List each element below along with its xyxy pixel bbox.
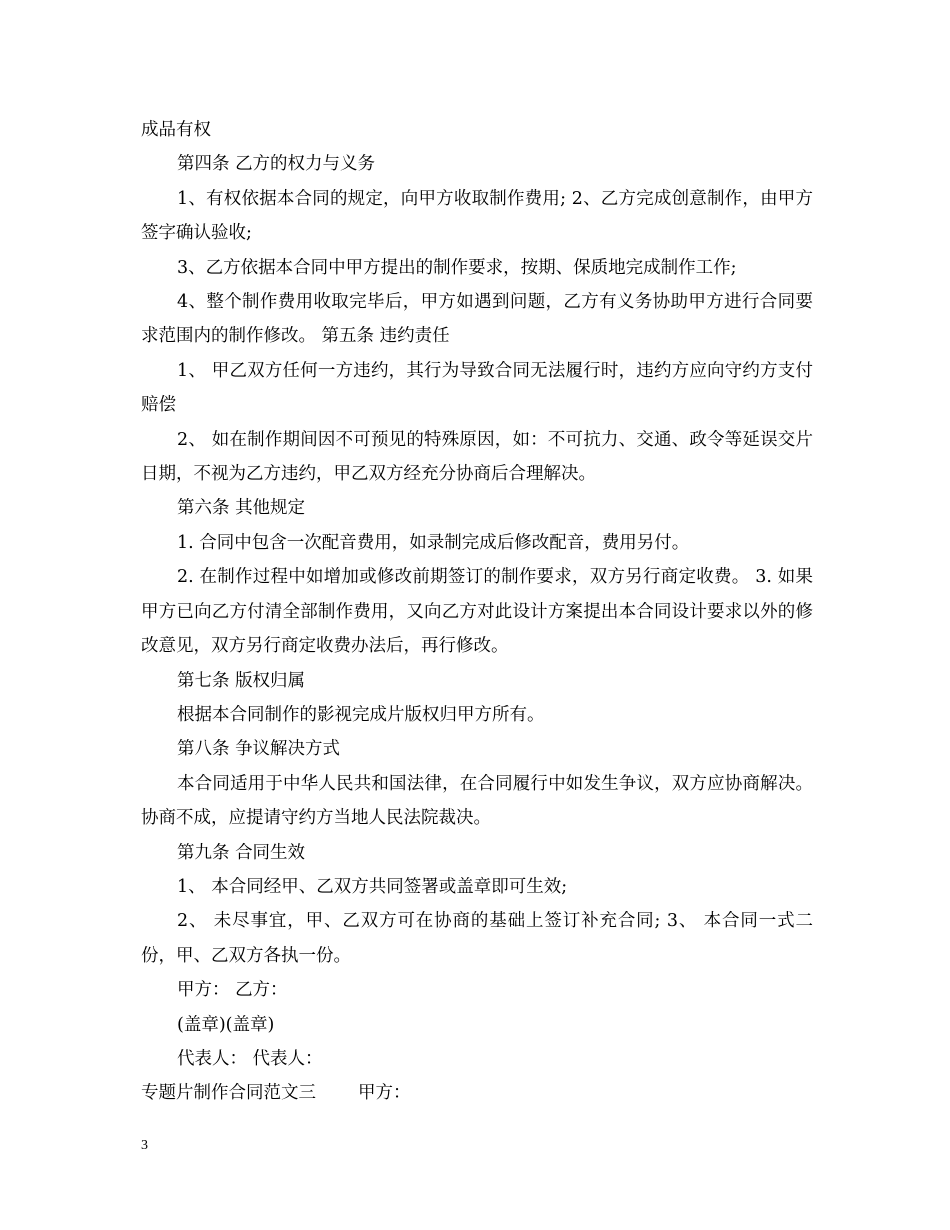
paragraph-11: 根据本合同制作的影视完成片版权归甲方所有。 [177, 704, 545, 725]
paragraph-17: 甲方： 乙方： [177, 980, 288, 1001]
paragraph-19: 代表人： 代表人： [177, 1048, 323, 1069]
paragraph-5: 1、 甲乙双方任何一方违约，其行为导致合同无法履行时，违约方应向守约方支付赔偿 [141, 360, 813, 416]
paragraph-16: 2、 未尽事宜，甲、乙双方可在协商的基础上签订补充合同; 3、 本合同一式二份，甲、乙双方各执一份。 [141, 911, 813, 966]
final-line [141, 1076, 813, 1110]
paragraph-15: 1、 本合同经甲、乙双方共同签署或盖章即可生效; [177, 876, 568, 897]
paragraph-13: 本合同适用于中华人民共和国法律，在合同履行中如发生争议，双方应协商解决。协商不成，应提请守约方当地人民法院裁决。 [141, 773, 813, 829]
party-a-label: 甲方： [358, 1083, 411, 1104]
paragraph-10: 第七条 版权归属 [177, 670, 306, 691]
next-document-title: 专题片制作合同范文三 [141, 1083, 316, 1104]
paragraph-12: 第八条 争议解决方式 [177, 739, 341, 760]
paragraph-18: (盖章)(盖章) [177, 1014, 275, 1035]
paragraph-1: 第四条 乙方的权力与义务 [177, 154, 376, 175]
paragraph-8: 1. 合同中包含一次配音费用，如录制完成后修改配音，费用另付。 [177, 532, 690, 553]
paragraph-7: 第六条 其他规定 [177, 498, 306, 519]
page-number: 3 [141, 1138, 148, 1153]
paragraph-9: 2. 在制作过程中如增加或修改前期签订的制作要求，双方另行商定收费。 3. 如果甲方已向乙方付清全部制作费用，又向乙方对此设计方案提出本合同设计要求以外的修改意见，双方另行商定收费办法后，再行修改。 [141, 567, 813, 657]
paragraph-2: 1、有权依据本合同的规定，向甲方收取制作费用; 2、乙方完成创意制作，由甲方签字确认验收; [141, 188, 813, 244]
paragraph-0: 成品有权 [141, 120, 211, 140]
paragraph-6: 2、 如在制作期间因不可预见的特殊原因，如：不可抗力、交通、政令等延误交片日期，不视为乙方违约，甲乙双方经充分协商后合理解决。 [141, 429, 813, 485]
paragraph-4: 4、整个制作费用收取完毕后，甲方如遇到问题，乙方有义务协助甲方进行合同要求范围内的制作修改。 第五条 违约责任 [141, 292, 813, 347]
document-body [141, 113, 813, 1111]
paragraph-14: 第九条 合同生效 [177, 842, 306, 863]
paragraph-3: 3、乙方依据本合同中甲方提出的制作要求，按期、保质地完成制作工作; [177, 257, 737, 278]
